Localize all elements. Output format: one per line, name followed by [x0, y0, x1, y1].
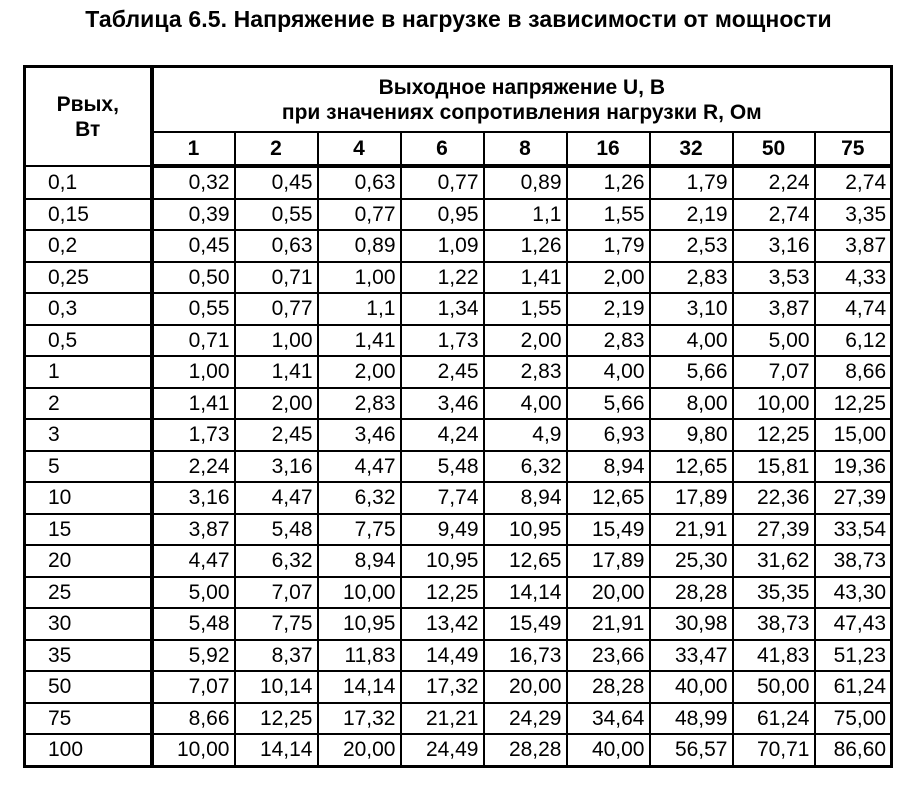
voltage-cell: 40,00 [650, 671, 733, 703]
voltage-cell: 2,74 [733, 199, 815, 231]
table-row [25, 419, 892, 451]
voltage-cell: 4,74 [815, 293, 892, 325]
resistance-header-cell: 8 [484, 132, 567, 166]
resistance-header-cell: 16 [567, 132, 650, 166]
voltage-cell: 6,32 [235, 545, 318, 577]
voltage-cell: 4,00 [567, 356, 650, 388]
voltage-cell: 20,00 [567, 577, 650, 609]
table-title: Таблица 6.5. Напряжение в нагрузке в зависимости от мощности [85, 6, 832, 32]
voltage-cell: 1,41 [318, 325, 401, 357]
voltage-table [23, 65, 893, 768]
voltage-cell: 7,07 [235, 577, 318, 609]
voltage-cell: 4,00 [650, 325, 733, 357]
voltage-cell: 43,30 [815, 577, 892, 609]
voltage-cell: 3,87 [815, 230, 892, 262]
power-header-line-1: Pвых, [56, 92, 119, 116]
voltage-cell: 20,00 [484, 671, 567, 703]
voltage-cell: 17,89 [567, 545, 650, 577]
power-header-line-2: Вт [75, 117, 101, 141]
voltage-cell: 1,73 [152, 419, 235, 451]
voltage-cell: 10,95 [318, 608, 401, 640]
resistance-header-cell: 4 [318, 132, 401, 166]
voltage-cell: 0,77 [235, 293, 318, 325]
voltage-cell: 0,71 [152, 325, 235, 357]
table-row [25, 166, 892, 199]
power-cell: 20 [25, 545, 152, 577]
voltage-cell: 11,83 [318, 640, 401, 672]
power-cell: 0,1 [25, 166, 152, 199]
voltage-cell: 0,39 [152, 199, 235, 231]
voltage-cell: 0,45 [152, 230, 235, 262]
voltage-cell: 61,24 [733, 703, 815, 735]
table-row [25, 608, 892, 640]
table-row [25, 545, 892, 577]
table-row [25, 671, 892, 703]
voltage-cell: 30,98 [650, 608, 733, 640]
voltage-cell: 2,74 [815, 166, 892, 199]
voltage-cell: 7,75 [235, 608, 318, 640]
resistance-header-cell: 6 [401, 132, 484, 166]
voltage-cell: 3,53 [733, 262, 815, 294]
voltage-cell: 10,95 [401, 545, 484, 577]
voltage-cell: 16,73 [484, 640, 567, 672]
table-row [25, 577, 892, 609]
voltage-cell: 8,94 [318, 545, 401, 577]
voltage-cell: 14,14 [318, 671, 401, 703]
voltage-cell: 17,32 [318, 703, 401, 735]
voltage-cell: 22,36 [733, 482, 815, 514]
voltage-cell: 28,28 [650, 577, 733, 609]
voltage-cell: 38,73 [815, 545, 892, 577]
voltage-cell: 1,55 [567, 199, 650, 231]
power-cell: 0,5 [25, 325, 152, 357]
voltage-cell: 1,00 [152, 356, 235, 388]
voltage-cell: 24,49 [401, 734, 484, 766]
resistance-header-cell: 32 [650, 132, 733, 166]
voltage-cell: 2,24 [733, 166, 815, 199]
voltage-cell: 12,25 [733, 419, 815, 451]
power-cell: 5 [25, 451, 152, 483]
voltage-cell: 7,07 [152, 671, 235, 703]
voltage-cell: 10,00 [318, 577, 401, 609]
voltage-cell: 2,45 [235, 419, 318, 451]
voltage-cell: 28,28 [567, 671, 650, 703]
voltage-cell: 9,80 [650, 419, 733, 451]
table-body [25, 166, 892, 766]
voltage-cell: 6,32 [484, 451, 567, 483]
voltage-cell: 27,39 [733, 514, 815, 546]
voltage-cell: 24,29 [484, 703, 567, 735]
voltage-header-line-2: при значениях сопротивления нагрузки R, Ом [281, 100, 762, 124]
voltage-cell: 3,35 [815, 199, 892, 231]
voltage-cell: 0,77 [401, 166, 484, 199]
voltage-cell: 31,62 [733, 545, 815, 577]
voltage-cell: 2,00 [235, 388, 318, 420]
voltage-cell: 4,47 [318, 451, 401, 483]
voltage-cell: 4,00 [484, 388, 567, 420]
voltage-cell: 10,00 [733, 388, 815, 420]
voltage-cell: 0,77 [318, 199, 401, 231]
voltage-cell: 1,1 [484, 199, 567, 231]
voltage-cell: 33,54 [815, 514, 892, 546]
voltage-cell: 50,00 [733, 671, 815, 703]
voltage-cell: 8,94 [567, 451, 650, 483]
voltage-cell: 3,87 [152, 514, 235, 546]
voltage-cell: 4,33 [815, 262, 892, 294]
voltage-cell: 21,91 [567, 608, 650, 640]
voltage-cell: 8,66 [815, 356, 892, 388]
voltage-cell: 0,63 [235, 230, 318, 262]
voltage-cell: 86,60 [815, 734, 892, 766]
voltage-cell: 2,00 [567, 262, 650, 294]
voltage-cell: 1,79 [650, 166, 733, 199]
voltage-cell: 19,36 [815, 451, 892, 483]
voltage-cell: 5,48 [401, 451, 484, 483]
voltage-cell: 28,28 [484, 734, 567, 766]
voltage-cell: 2,45 [401, 356, 484, 388]
voltage-cell: 8,37 [235, 640, 318, 672]
voltage-cell: 33,47 [650, 640, 733, 672]
voltage-cell: 1,73 [401, 325, 484, 357]
resistance-header-cell: 50 [733, 132, 815, 166]
voltage-cell: 25,30 [650, 545, 733, 577]
voltage-cell: 48,99 [650, 703, 733, 735]
voltage-cell: 1,00 [318, 262, 401, 294]
voltage-cell: 5,92 [152, 640, 235, 672]
voltage-cell: 7,07 [733, 356, 815, 388]
resistance-header-cell: 75 [815, 132, 892, 166]
voltage-cell: 2,83 [567, 325, 650, 357]
voltage-cell: 3,46 [318, 419, 401, 451]
table-row [25, 356, 892, 388]
voltage-cell: 12,25 [401, 577, 484, 609]
voltage-cell: 75,00 [815, 703, 892, 735]
voltage-cell: 0,45 [235, 166, 318, 199]
voltage-group-header [152, 67, 892, 133]
voltage-cell: 10,00 [152, 734, 235, 766]
voltage-cell: 2,19 [650, 199, 733, 231]
resistance-header-row [25, 132, 892, 166]
voltage-cell: 0,55 [152, 293, 235, 325]
voltage-cell: 34,64 [567, 703, 650, 735]
voltage-cell: 1,26 [567, 166, 650, 199]
table-row [25, 514, 892, 546]
voltage-cell: 12,65 [650, 451, 733, 483]
power-cell: 25 [25, 577, 152, 609]
voltage-cell: 14,14 [235, 734, 318, 766]
voltage-cell: 4,47 [235, 482, 318, 514]
voltage-cell: 17,89 [650, 482, 733, 514]
voltage-cell: 1,09 [401, 230, 484, 262]
power-cell: 0,25 [25, 262, 152, 294]
voltage-cell: 20,00 [318, 734, 401, 766]
voltage-cell: 2,19 [567, 293, 650, 325]
table-row [25, 451, 892, 483]
voltage-cell: 1,79 [567, 230, 650, 262]
voltage-cell: 0,32 [152, 166, 235, 199]
power-cell: 35 [25, 640, 152, 672]
voltage-cell: 35,35 [733, 577, 815, 609]
voltage-cell: 15,81 [733, 451, 815, 483]
voltage-cell: 10,14 [235, 671, 318, 703]
resistance-header-cell: 1 [152, 132, 235, 166]
voltage-cell: 2,83 [318, 388, 401, 420]
voltage-cell: 47,43 [815, 608, 892, 640]
voltage-cell: 7,75 [318, 514, 401, 546]
power-cell: 10 [25, 482, 152, 514]
voltage-cell: 2,83 [650, 262, 733, 294]
voltage-cell: 6,93 [567, 419, 650, 451]
voltage-cell: 3,16 [152, 482, 235, 514]
voltage-header-line-1: Выходное напряжение U, В [378, 75, 666, 99]
table-row [25, 734, 892, 766]
resistance-header-cell: 2 [235, 132, 318, 166]
voltage-cell: 1,00 [235, 325, 318, 357]
power-cell: 50 [25, 671, 152, 703]
voltage-cell: 3,16 [235, 451, 318, 483]
voltage-cell: 8,94 [484, 482, 567, 514]
power-cell: 2 [25, 388, 152, 420]
power-cell: 1 [25, 356, 152, 388]
voltage-cell: 12,25 [235, 703, 318, 735]
voltage-cell: 0,71 [235, 262, 318, 294]
table-row [25, 325, 892, 357]
power-cell: 0,15 [25, 199, 152, 231]
voltage-cell: 51,23 [815, 640, 892, 672]
voltage-cell: 4,9 [484, 419, 567, 451]
voltage-cell: 40,00 [567, 734, 650, 766]
voltage-cell: 56,57 [650, 734, 733, 766]
power-cell: 75 [25, 703, 152, 735]
voltage-cell: 0,63 [318, 166, 401, 199]
voltage-cell: 1,26 [484, 230, 567, 262]
power-column-header [25, 67, 152, 167]
table-row [25, 482, 892, 514]
voltage-cell: 3,10 [650, 293, 733, 325]
voltage-cell: 1,41 [484, 262, 567, 294]
voltage-cell: 6,12 [815, 325, 892, 357]
voltage-cell: 1,34 [401, 293, 484, 325]
voltage-cell: 5,48 [152, 608, 235, 640]
voltage-cell: 8,00 [650, 388, 733, 420]
table-row [25, 640, 892, 672]
voltage-cell: 8,66 [152, 703, 235, 735]
voltage-cell: 10,95 [484, 514, 567, 546]
voltage-cell: 0,89 [318, 230, 401, 262]
voltage-cell: 2,83 [484, 356, 567, 388]
voltage-cell: 23,66 [567, 640, 650, 672]
voltage-cell: 3,46 [401, 388, 484, 420]
voltage-cell: 15,49 [484, 608, 567, 640]
table-row [25, 230, 892, 262]
voltage-cell: 12,25 [815, 388, 892, 420]
power-cell: 3 [25, 419, 152, 451]
voltage-cell: 17,32 [401, 671, 484, 703]
voltage-cell: 4,24 [401, 419, 484, 451]
voltage-cell: 15,49 [567, 514, 650, 546]
voltage-cell: 70,71 [733, 734, 815, 766]
voltage-cell: 3,87 [733, 293, 815, 325]
voltage-cell: 41,83 [733, 640, 815, 672]
voltage-cell: 5,00 [152, 577, 235, 609]
table-row [25, 293, 892, 325]
voltage-cell: 13,42 [401, 608, 484, 640]
voltage-cell: 1,55 [484, 293, 567, 325]
voltage-cell: 1,1 [318, 293, 401, 325]
voltage-cell: 6,32 [318, 482, 401, 514]
power-cell: 0,3 [25, 293, 152, 325]
voltage-cell: 5,66 [650, 356, 733, 388]
voltage-cell: 3,16 [733, 230, 815, 262]
voltage-cell: 7,74 [401, 482, 484, 514]
voltage-cell: 12,65 [567, 482, 650, 514]
voltage-cell: 9,49 [401, 514, 484, 546]
voltage-cell: 27,39 [815, 482, 892, 514]
voltage-cell: 5,66 [567, 388, 650, 420]
voltage-cell: 0,89 [484, 166, 567, 199]
power-cell: 0,2 [25, 230, 152, 262]
voltage-cell: 14,14 [484, 577, 567, 609]
voltage-cell: 5,48 [235, 514, 318, 546]
voltage-cell: 2,00 [484, 325, 567, 357]
power-cell: 100 [25, 734, 152, 766]
voltage-cell: 21,21 [401, 703, 484, 735]
voltage-cell: 2,53 [650, 230, 733, 262]
voltage-cell: 1,22 [401, 262, 484, 294]
voltage-cell: 0,55 [235, 199, 318, 231]
voltage-cell: 2,24 [152, 451, 235, 483]
voltage-cell: 61,24 [815, 671, 892, 703]
voltage-cell: 4,47 [152, 545, 235, 577]
voltage-cell: 14,49 [401, 640, 484, 672]
table-row [25, 703, 892, 735]
table-row [25, 388, 892, 420]
voltage-cell: 1,41 [152, 388, 235, 420]
voltage-cell: 12,65 [484, 545, 567, 577]
voltage-cell: 0,50 [152, 262, 235, 294]
voltage-cell: 21,91 [650, 514, 733, 546]
voltage-cell: 5,00 [733, 325, 815, 357]
voltage-cell: 15,00 [815, 419, 892, 451]
power-cell: 30 [25, 608, 152, 640]
voltage-cell: 1,41 [235, 356, 318, 388]
voltage-cell: 38,73 [733, 608, 815, 640]
power-cell: 15 [25, 514, 152, 546]
voltage-cell: 2,00 [318, 356, 401, 388]
table-row [25, 199, 892, 231]
voltage-cell: 0,95 [401, 199, 484, 231]
table-row [25, 262, 892, 294]
